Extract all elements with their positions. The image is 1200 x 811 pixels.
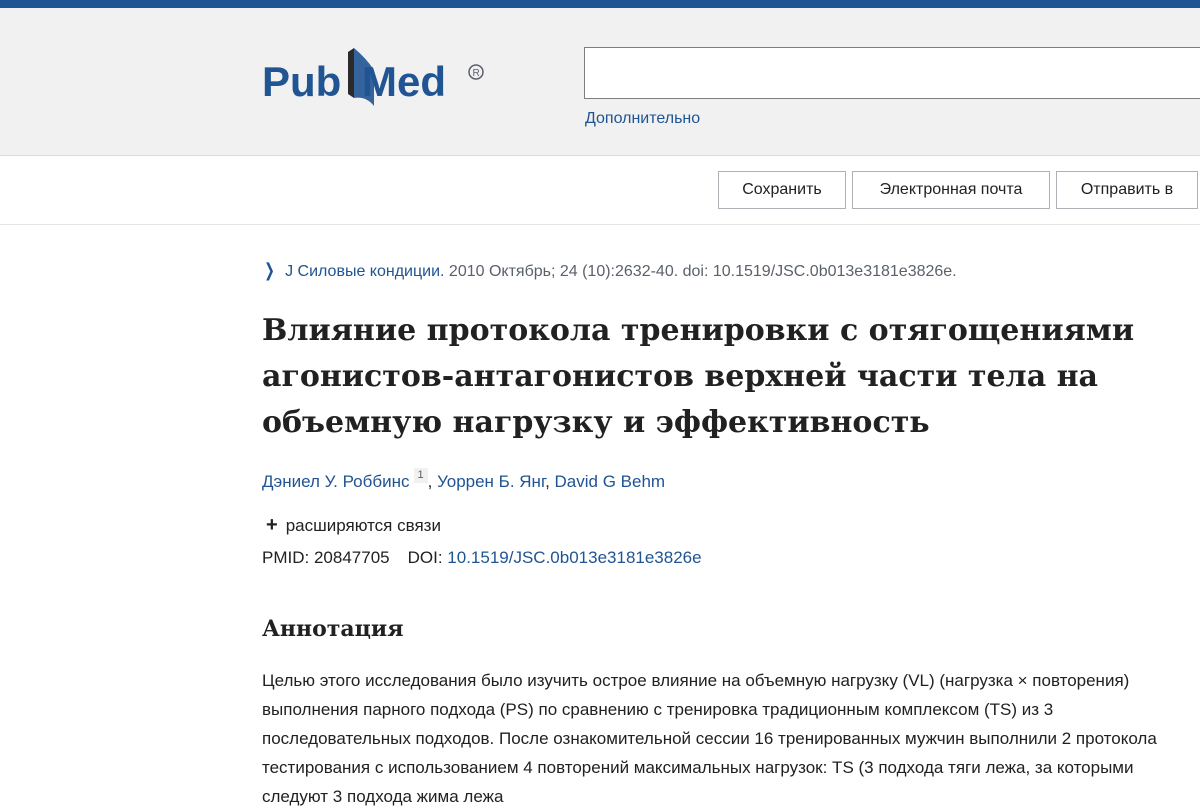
author-link[interactable]: David G Behm xyxy=(554,472,666,491)
svg-text:Med: Med xyxy=(362,58,446,105)
author-list xyxy=(262,468,665,492)
journal-link[interactable]: J Силовые кондиции. xyxy=(285,263,445,280)
abstract-heading: Аннотация xyxy=(262,616,404,642)
author-link[interactable]: Дэниел У. Роббинс xyxy=(262,472,410,491)
plus-icon: + xyxy=(266,514,278,536)
send-to-button[interactable]: Отправить в xyxy=(1056,171,1198,209)
doi-link[interactable]: 10.1519/JSC.0b013e3181e3826e xyxy=(447,548,702,567)
svg-text:R: R xyxy=(472,68,480,79)
author-link[interactable]: Уоррен Б. Янг xyxy=(437,472,546,491)
citation-line xyxy=(262,260,957,281)
chevron-right-icon[interactable]: ❯ xyxy=(264,260,275,280)
abstract-text: Целью этого исследования было изучить острое влияние на объемную нагрузку (VL) (нагрузка × повторения) выполнения парного подхода (PS) по сравнению с тренировка традиционным комплексом (TS) из 3 последовательных подходов. После ознакомительной сессии 16 тренированных мужчин выполнили 2 протокола тестирования с использованием 4 повторений максимальных нагрузок: TS (3 подхода тяги лежа, за которыми следуют 3 подхода жима лежа xyxy=(262,671,1157,806)
top-accent-bar xyxy=(0,0,1200,8)
pmid-label: PMID: xyxy=(262,548,310,567)
site-header xyxy=(0,8,1200,156)
pmid-value: 20847705 xyxy=(313,548,390,567)
pubmed-logo-image xyxy=(262,48,492,128)
author-separator: , xyxy=(545,472,555,491)
author-separator: , xyxy=(427,472,438,491)
affiliation-number[interactable]: 1 xyxy=(414,468,428,483)
action-bar xyxy=(0,156,1200,225)
citation-details: 2010 Октябрь; 24 (10):2632-40. doi: 10.1519/JSC.0b013e3181e3826e. xyxy=(444,263,957,280)
email-button[interactable]: Электронная почта xyxy=(852,171,1050,209)
svg-text:Pub: Pub xyxy=(262,58,342,105)
article-title: Влияние протокола тренировки с отягощениями агонистов-антагонистов верхней части тела на объемную нагрузку и эффективность xyxy=(262,313,1135,440)
article-identifiers xyxy=(262,548,702,568)
advanced-search-link[interactable]: Дополнительно xyxy=(585,110,701,127)
doi-label: DOI: xyxy=(407,548,443,567)
expand-affiliations-button[interactable] xyxy=(266,514,441,537)
pubmed-logo[interactable] xyxy=(262,48,492,128)
expand-label: расширяются связи xyxy=(285,516,441,535)
save-button[interactable]: Сохранить xyxy=(718,171,846,209)
search-input[interactable] xyxy=(584,47,1200,99)
